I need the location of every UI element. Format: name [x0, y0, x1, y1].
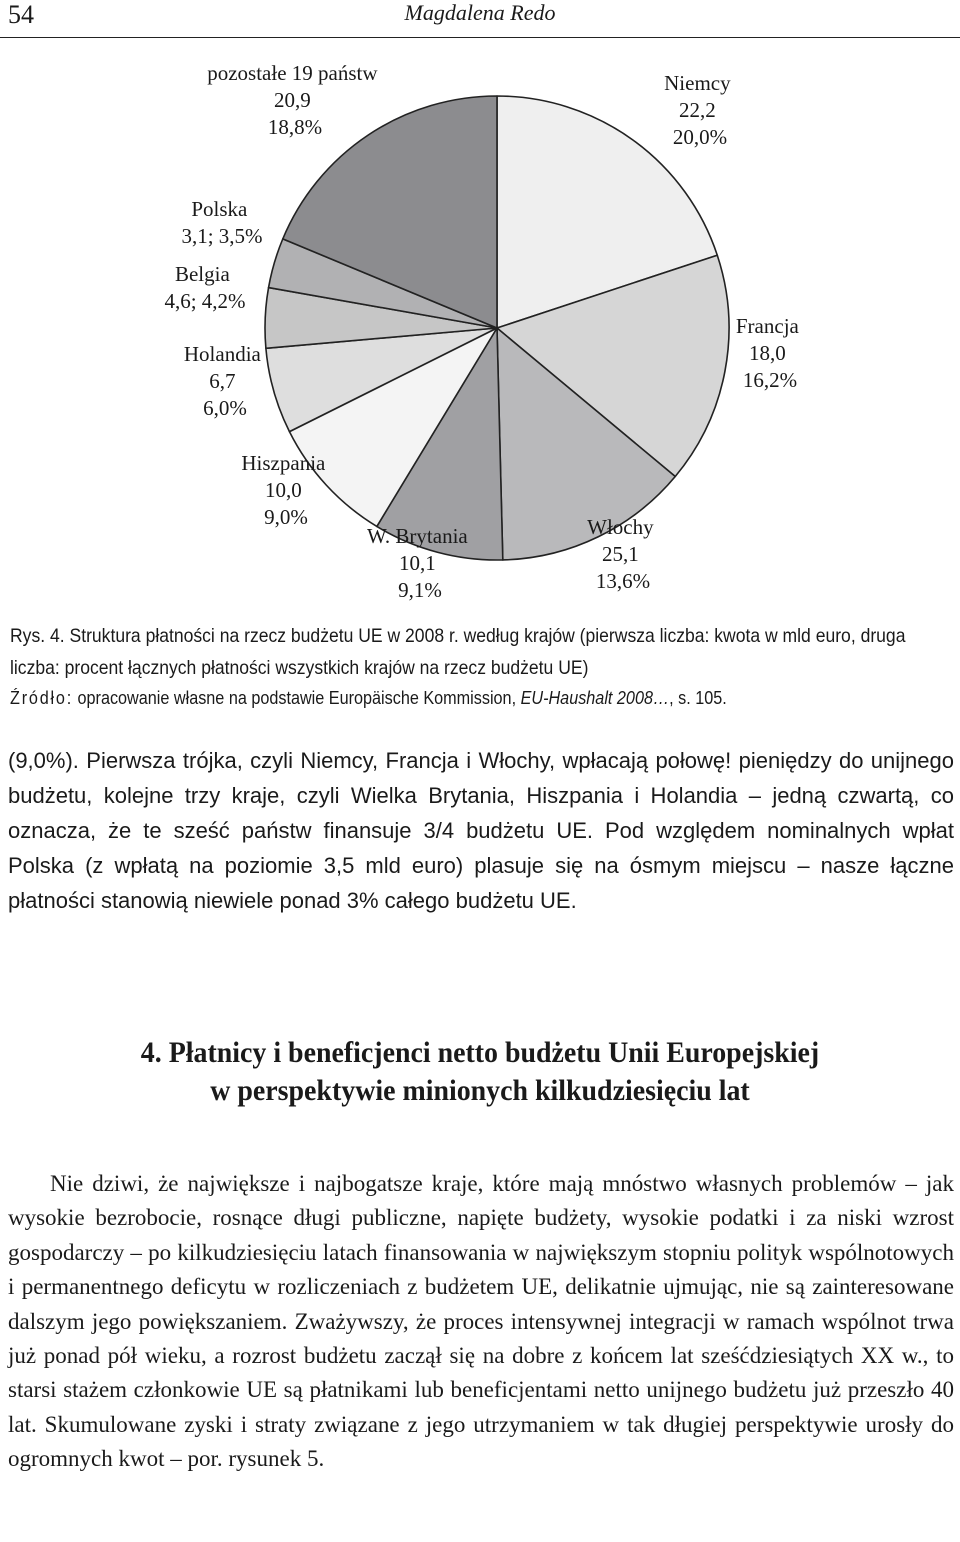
- label-francja-amount: 18,0: [749, 341, 786, 365]
- label-belgia: [164, 262, 245, 313]
- pie-chart: [0, 40, 960, 620]
- label-holandia: [184, 342, 266, 420]
- label-belgia-values: 4,6; 4,2%: [164, 289, 246, 313]
- page-number: 54: [8, 0, 34, 29]
- source-italic: EU-Haushalt 2008…: [520, 688, 670, 708]
- label-polska: [181, 197, 262, 248]
- label-francja-percent: 16,2%: [742, 368, 798, 392]
- label-pozostale-percent: 18,8%: [267, 115, 323, 139]
- figure-source: [10, 688, 727, 709]
- label-holandia-amount: 6,7: [209, 369, 236, 393]
- label-pozostale-amount: 20,9: [274, 88, 311, 112]
- running-head: Magdalena Redo: [404, 0, 556, 25]
- label-niemcy-name: Niemcy: [664, 71, 731, 95]
- label-niemcy: [664, 71, 736, 149]
- label-wlochy-percent: 13,6%: [595, 569, 651, 593]
- label-wbrytania: [367, 524, 473, 602]
- label-hiszpania-percent: 9,0%: [264, 505, 308, 529]
- label-polska-name: Polska: [191, 197, 248, 221]
- label-hiszpania-name: Hiszpania: [241, 451, 326, 475]
- label-niemcy-amount: 22,2: [679, 98, 716, 122]
- label-wlochy-amount: 25,1: [602, 542, 639, 566]
- source-prefix: Źródło:: [10, 688, 74, 708]
- section-heading-line-1: 4. Płatnicy i beneficjenci netto budżetu Unii Europejskiej: [140, 1036, 820, 1069]
- paragraph-2: Nie dziwi, że największe i najbogatsze kraje, które mają mnóstwo własnych problemów – jak wysokie bezrobocie, rosnące długi publiczne, napięte budżety, wysokie podatki i za niski wzrost gospodarczy – po kilkudziesięciu latach finansowania w największym stopniu polityk wspólnotowych i permanentnego deficytu w rozliczeniach z budżetem UE, delikatnie ujmując, nie są zainteresowane dalszym jego powiększaniem. Zważywszy, że proces intensywnej integracji w ramach wspólnot trwa już ponad pół wieku, a rozrost budżetu zaczął się na dobre z końcem lat sześćdziesiątych XX w., to starsi stażem członkowie UE są płatnikami lub beneficjentami netto unijnego budżetu już przeszło 40 lat. Skumulowane zyski i straty związane z jego utrzymaniem w tak długiej perspektywie urosły do ogromnych kwot – por. rysunek 5.: [8, 1171, 954, 1472]
- label-hiszpania: [241, 451, 330, 529]
- figure-caption: Rys. 4. Struktura płatności na rzecz budżetu UE w 2008 r. według krajów (pierwsza liczba: kwota w mld euro, druga liczba: procent łącznych płatności wszystkich krajów na rzecz budżetu UE): [10, 625, 906, 679]
- label-pozostale-name: pozostałe 19 państw: [207, 61, 378, 85]
- section-heading: [34, 1034, 927, 1110]
- label-pozostale: [207, 61, 383, 139]
- label-polska-values: 3,1; 3,5%: [181, 224, 263, 248]
- label-wlochy-name: Włochy: [587, 515, 654, 539]
- header-rule: [0, 37, 960, 38]
- label-holandia-name: Holandia: [183, 342, 261, 366]
- label-hiszpania-amount: 10,0: [265, 478, 302, 502]
- paragraph-1: (9,0%). Pierwsza trójka, czyli Niemcy, Francja i Włochy, wpłacają połowę! pieniędzy do unijnego budżetu, kolejne trzy kraje, czyli Wielka Brytania, Hiszpania i Holandia – jedną czwartą, co oznacza, że te sześć państw finansuje 3/4 budżetu UE. Pod względem nominalnych wpłat Polska (z wpłatą na poziomie 3,5 mld euro) plasuje się na ósmym miejscu – nasze łączne płatności stanowią niewiele ponad 3% całego budżetu UE.: [8, 748, 954, 913]
- source-text: opracowanie własne na podstawie Europäische Kommission,: [73, 688, 521, 708]
- section-heading-line-2: w perspektywie minionych kilkudziesięciu lat: [210, 1074, 750, 1107]
- label-niemcy-percent: 20,0%: [672, 125, 728, 149]
- pie-slices: [265, 96, 729, 560]
- label-holandia-percent: 6,0%: [203, 396, 247, 420]
- label-wbrytania-name: W. Brytania: [367, 524, 468, 548]
- label-belgia-name: Belgia: [174, 262, 230, 286]
- label-francja-name: Francja: [735, 314, 799, 338]
- label-wbrytania-percent: 9,1%: [398, 578, 442, 602]
- source-suffix: , s. 105.: [669, 688, 727, 708]
- label-wlochy: [587, 515, 659, 593]
- label-wbrytania-amount: 10,1: [399, 551, 436, 575]
- label-francja: [736, 314, 804, 392]
